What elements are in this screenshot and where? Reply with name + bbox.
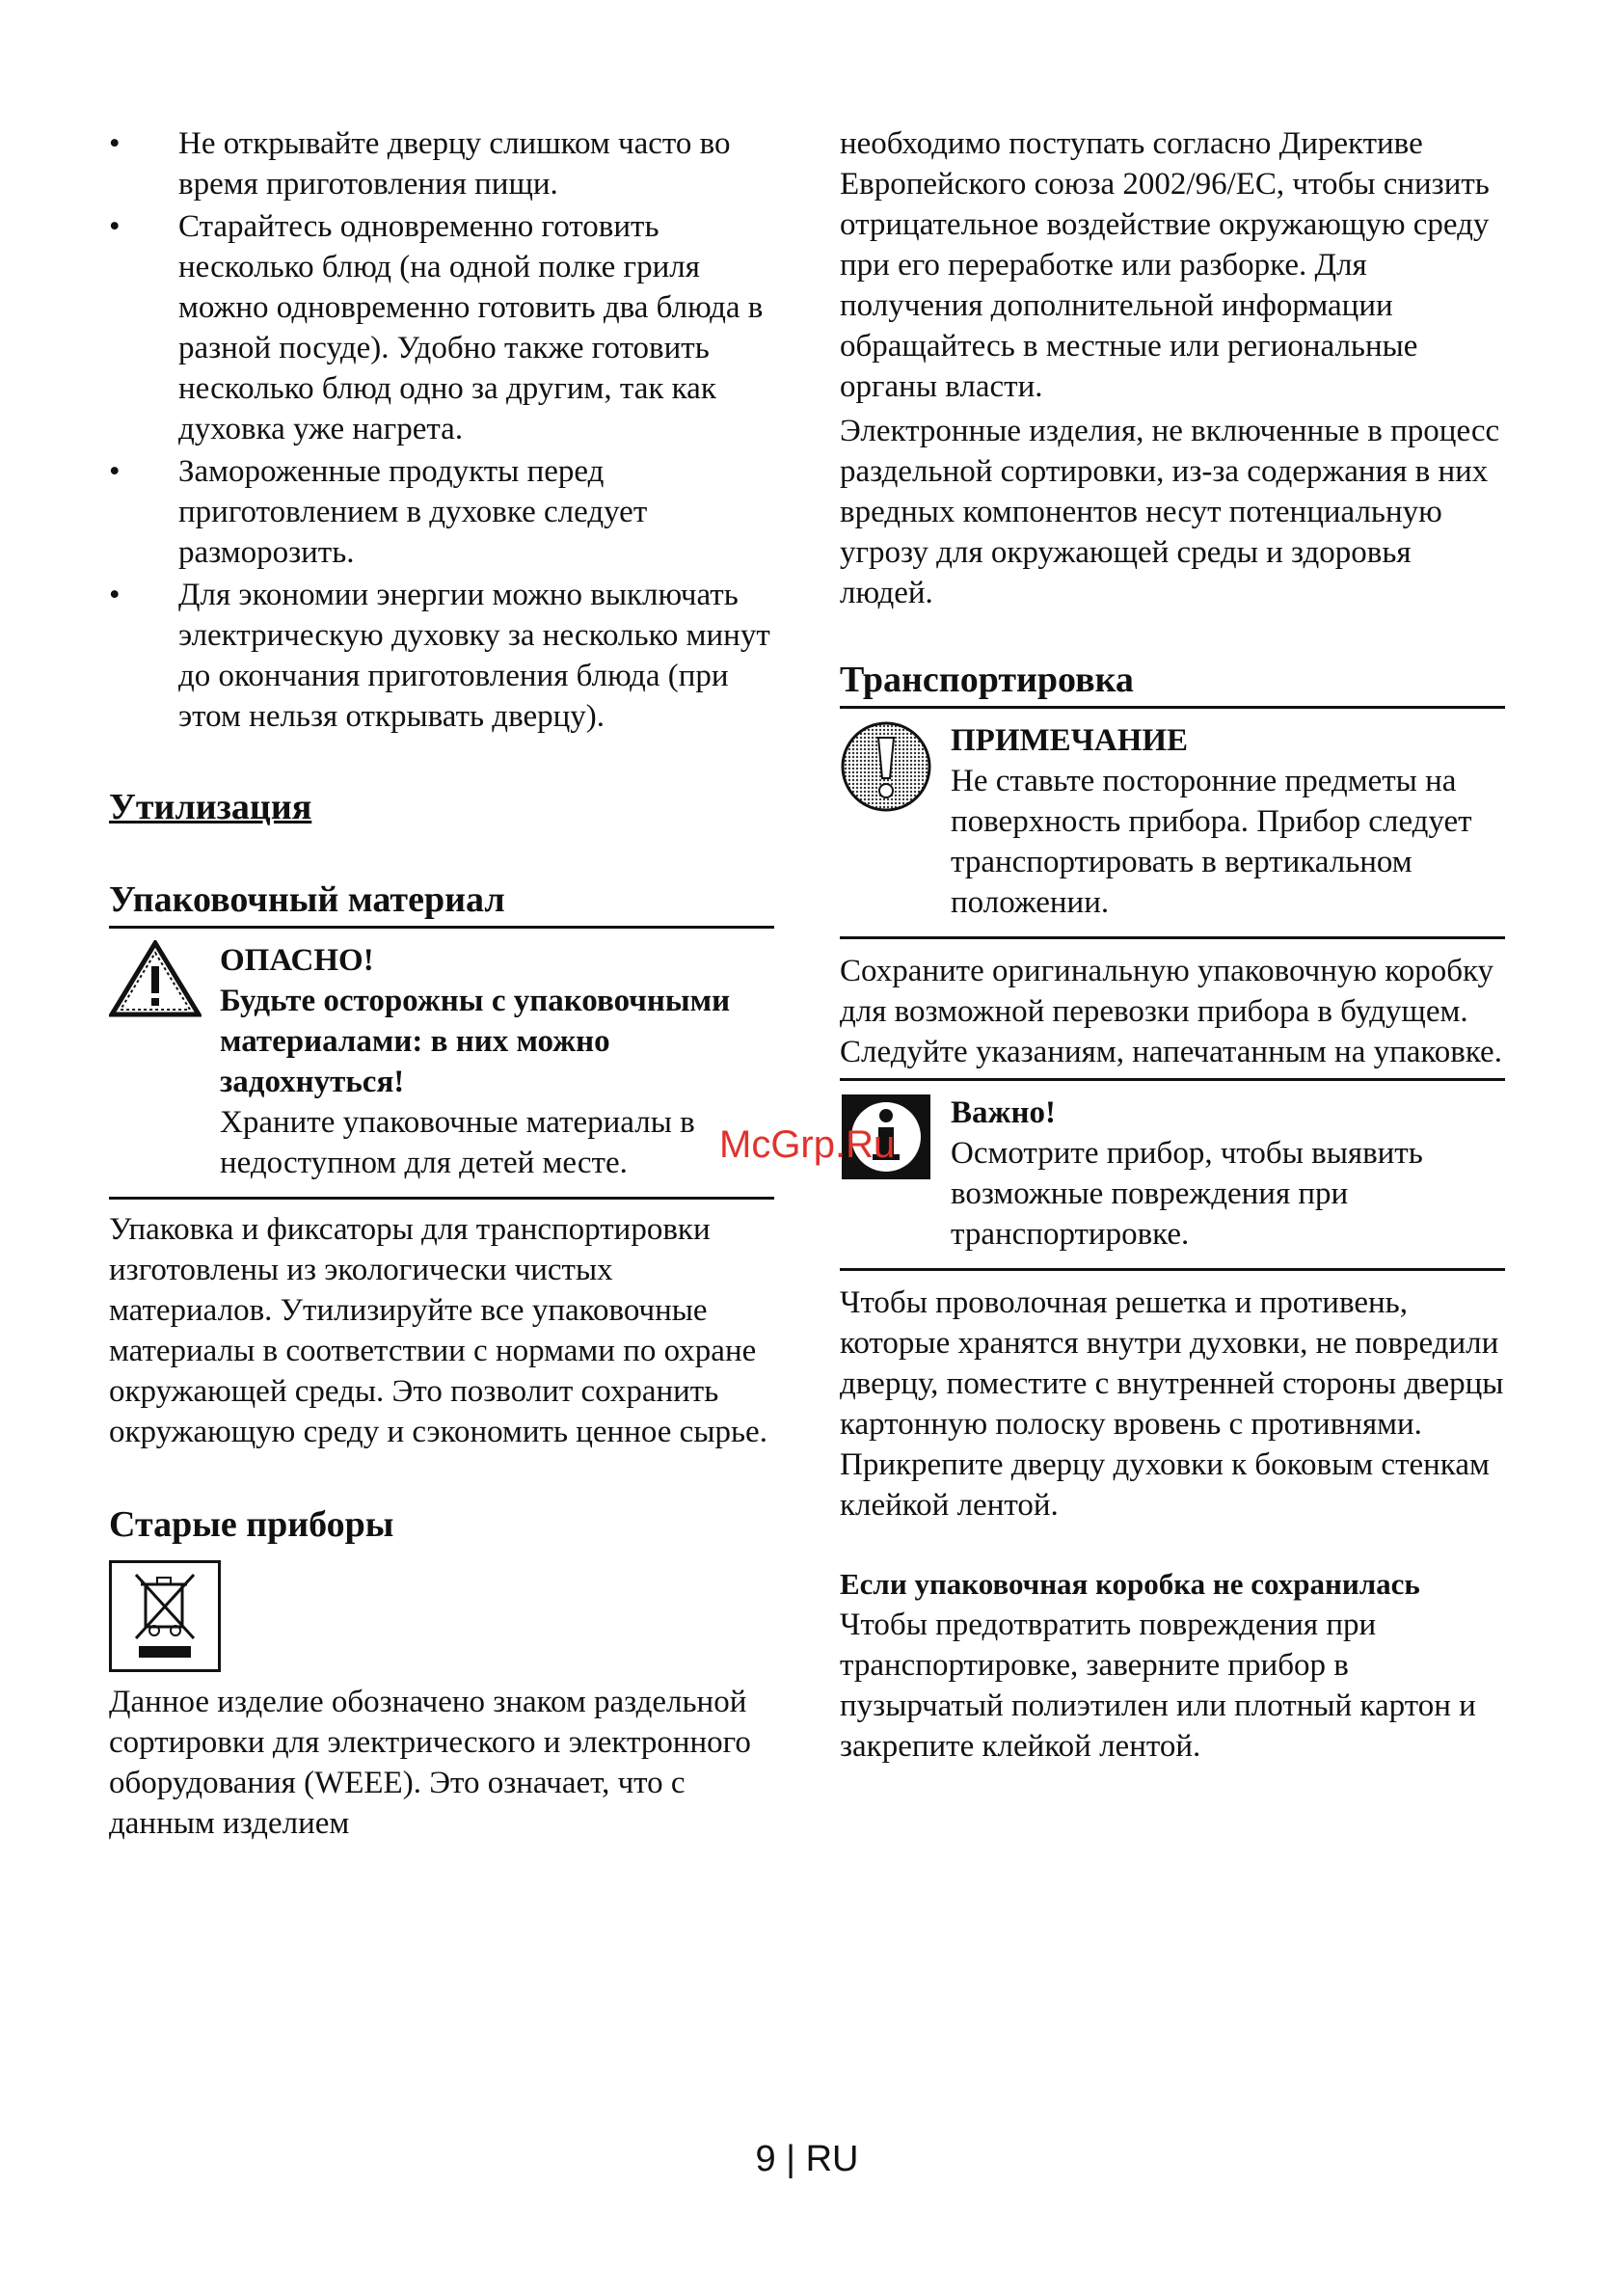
list-item: • Старайтесь одновременно готовить несколько блюд (на одной полке гриля можно одновременно готовить два блюда в разной посуде). Удобно также готовить несколько блюд одно за другим, так как духовка уже нагрета. xyxy=(109,209,764,446)
important-title: Важно! xyxy=(951,1095,1056,1130)
old-appliances-heading: Старые приборы xyxy=(109,1504,394,1545)
keep-box-text: Сохраните оригинальную упаковочную коробку для возможной перевозки прибора в будущем. Следуйте указаниям, напечатанным на упаковке. xyxy=(840,954,1502,1069)
important-notice xyxy=(840,1078,1505,1271)
disposal-heading: Утилизация xyxy=(109,787,312,827)
no-box-heading: Если упаковочная коробка не сохранилась xyxy=(840,1567,1420,1601)
danger-text: Храните упаковочные материалы в недоступном для детей месте. xyxy=(220,1105,695,1180)
danger-notice xyxy=(109,929,774,1200)
note-notice xyxy=(840,709,1505,939)
list-item: • Для экономии энергии можно выключать электрическую духовку за несколько минут до окончания приготовления блюда (при этом нельзя открывать дверцу). xyxy=(109,578,770,734)
directive-text: необходимо поступать согласно Директиве Европейского союза 2002/96/ЕС, чтобы снизить отрицательное воздействие окружающую среду при его переработке или разборке. Для получения дополнительной информации обращайтесь в местные или региональные органы власти. xyxy=(840,126,1490,404)
left-column xyxy=(109,123,774,1844)
page-number: 9 | RU xyxy=(755,2139,859,2179)
wire-rack-text: Чтобы проволочная решетка и противень, которые хранятся внутри духовки, не повредили дверцу, поместите с внутренней стороны дверцы картонную полоску вровень с противнями. Прикрепите дверцу духовки к боковым стенкам клейкой лентой. xyxy=(840,1285,1504,1523)
weee-bin-icon xyxy=(109,1560,221,1672)
no-box-text: Чтобы предотвратить повреждения при транспортировке, заверните прибор в пузырчатый полиэтилен или плотный картон и закрепите клейкой лентой. xyxy=(840,1607,1476,1764)
danger-title: ОПАСНО! xyxy=(220,943,374,978)
watermark: McGrp.Ru xyxy=(719,1123,896,1166)
note-text: Не ставьте посторонние предметы на поверхность прибора. Прибор следует транспортировать в вертикальном положении. xyxy=(951,764,1472,920)
info-icon xyxy=(840,1093,951,1255)
right-column xyxy=(840,123,1505,1767)
list-item: • Не открывайте дверцу слишком часто во время приготовления пищи. xyxy=(109,126,731,202)
danger-warning: Будьте осторожны с упаковочными материалами: в них можно задохнуться! xyxy=(220,984,731,1099)
list-item: • Замороженные продукты перед приготовлением в духовке следует разморозить. xyxy=(109,454,648,570)
transport-heading: Транспортировка xyxy=(840,658,1505,709)
packaging-heading: Упаковочный материал xyxy=(109,878,774,929)
old-appliances-text: Данное изделие обозначено знаком раздельной сортировки для электрического и электронного оборудования (WEEE). Это означает, что с данным изделием xyxy=(109,1685,751,1841)
important-text: Осмотрите прибор, чтобы выявить возможные повреждения при транспортировке. xyxy=(951,1136,1423,1252)
warning-triangle-icon xyxy=(109,940,220,1183)
packaging-text: Упаковка и фиксаторы для транспортировки изготовлены из экологически чистых материалов. Утилизируйте все упаковочные материалы в соответствии с нормами по охране окружающей среды. Это позволит сохранить окружающую среду и сэкономить ценное сырье. xyxy=(109,1212,767,1449)
exclamation-circle-icon xyxy=(840,720,951,923)
tips-list xyxy=(109,123,774,737)
note-title: ПРИМЕЧАНИЕ xyxy=(951,723,1189,758)
electronics-text: Электронные изделия, не включенные в процесс раздельной сортировки, из-за содержания в них вредных компонентов несут потенциальную угрозу для окружающей среды и здоровья людей. xyxy=(840,414,1500,610)
